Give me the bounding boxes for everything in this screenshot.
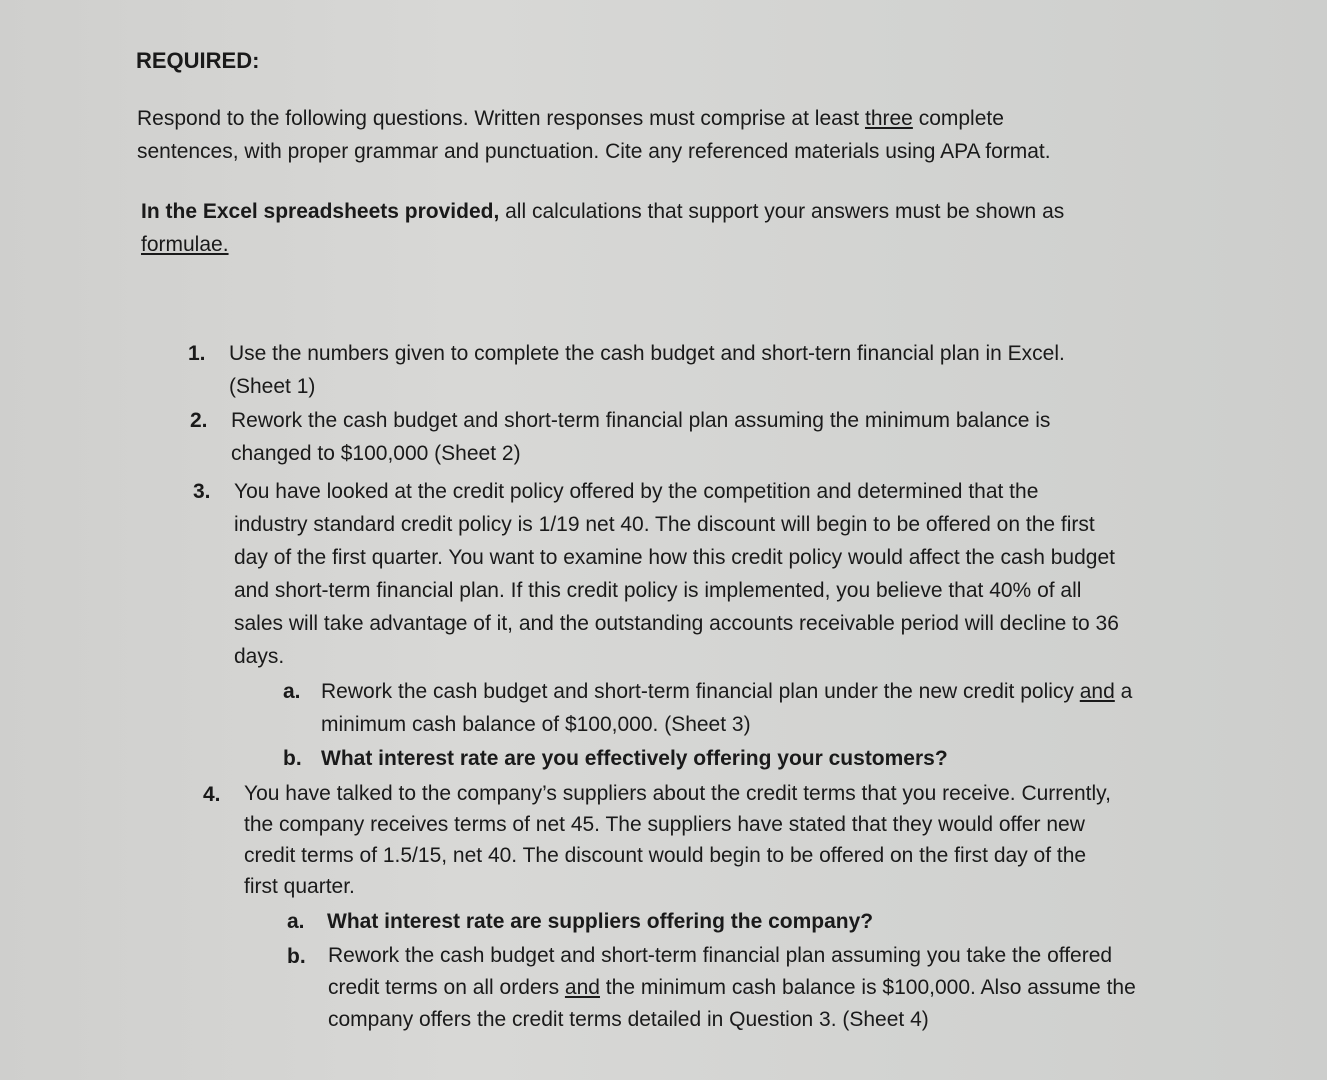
intro-paragraph xyxy=(137,102,1051,168)
q3-line-6: days. xyxy=(234,645,285,668)
q4-line-2: the company receives terms of net 45. The suppliers have stated that they would offer new xyxy=(244,813,1085,836)
q3-line-4: and short-term financial plan. If this credit policy is implemented, you believe that 40% of all xyxy=(234,579,1082,602)
q3-line-1: You have looked at the credit policy offered by the competition and determined that the xyxy=(234,480,1039,503)
excel-note-bold: In the Excel spreadsheets provided, xyxy=(141,200,500,223)
q4b-text xyxy=(328,940,1136,1036)
q3b-text: What interest rate are you effectively offering your customers? xyxy=(321,747,948,770)
q4a-label: a. xyxy=(287,910,305,933)
q4-text xyxy=(244,778,1111,902)
intro-text: Respond to the following questions. Written responses must comprise at least xyxy=(137,107,865,130)
q3a-line-2: minimum cash balance of $100,000. (Sheet 3) xyxy=(321,713,751,736)
q4a-text: What interest rate are suppliers offering the company? xyxy=(327,910,874,933)
q3-number: 3. xyxy=(193,480,211,503)
intro-text-end: complete xyxy=(912,107,1004,130)
excel-note-line-2: formulae. xyxy=(141,233,229,256)
q3b-label: b. xyxy=(283,747,302,770)
q3a-label: a. xyxy=(283,680,301,703)
q4b-line-1: Rework the cash budget and short-term financial plan assuming you take the offered xyxy=(328,944,1113,967)
q4b-line-3: company offers the credit terms detailed in Question 3. (Sheet 4) xyxy=(328,1008,929,1031)
q3a-text xyxy=(321,675,1132,741)
q2-line-2: changed to $100,000 (Sheet 2) xyxy=(231,442,521,465)
q4b-label: b. xyxy=(287,945,306,968)
q3-line-2: industry standard credit policy is 1/19 net 40. The discount will begin to be offered on the first xyxy=(234,513,1095,536)
excel-note-paragraph xyxy=(141,195,1064,261)
q3-line-5: sales will take advantage of it, and the outstanding accounts receivable period will decline to 36 xyxy=(234,612,1119,635)
excel-note-line-1 xyxy=(141,195,1064,228)
q1-line-1: Use the numbers given to complete the cash budget and short-tern financial plan in Excel. xyxy=(229,342,1065,365)
q3a-line-1-pre: Rework the cash budget and short-term financial plan under the new credit policy xyxy=(321,680,1080,703)
q1-text xyxy=(229,337,1065,403)
excel-note-rest: all calculations that support your answers must be shown as xyxy=(499,200,1065,223)
q3-line-3: day of the first quarter. You want to examine how this credit policy would affect the cash budget xyxy=(234,546,1115,569)
q4b-line-2 xyxy=(328,972,1136,1004)
q4b-line-2-post: the minimum cash balance is $100,000. Also assume the xyxy=(599,976,1136,999)
intro-underlined-word: three xyxy=(864,107,913,130)
q2-line-1: Rework the cash budget and short-term financial plan assuming the minimum balance is xyxy=(231,409,1051,432)
q2-text xyxy=(231,404,1050,470)
q4b-line-2-pre: credit terms on all orders xyxy=(328,976,565,999)
q1-line-2: (Sheet 1) xyxy=(229,375,316,398)
q4b-underlined-word: and xyxy=(564,976,600,999)
q3a-line-1 xyxy=(321,675,1132,708)
required-heading: REQUIRED: xyxy=(136,48,260,73)
q3a-line-1-post: a xyxy=(1114,680,1133,703)
q2-number: 2. xyxy=(190,409,208,432)
q1-number: 1. xyxy=(188,342,206,365)
q4-line-3: credit terms of 1.5/15, net 40. The discount would begin to be offered on the first day of the xyxy=(244,844,1087,867)
intro-line-2: sentences, with proper grammar and punctuation. Cite any referenced materials using APA format. xyxy=(137,140,1051,163)
q4-line-1: You have talked to the company’s suppliers about the credit terms that you receive. Currently, xyxy=(244,782,1111,805)
q3-text xyxy=(234,475,1119,673)
intro-line-1 xyxy=(137,102,1051,135)
q3a-underlined-word: and xyxy=(1079,680,1115,703)
q4-number: 4. xyxy=(203,783,221,806)
q4-line-4: first quarter. xyxy=(244,875,355,898)
